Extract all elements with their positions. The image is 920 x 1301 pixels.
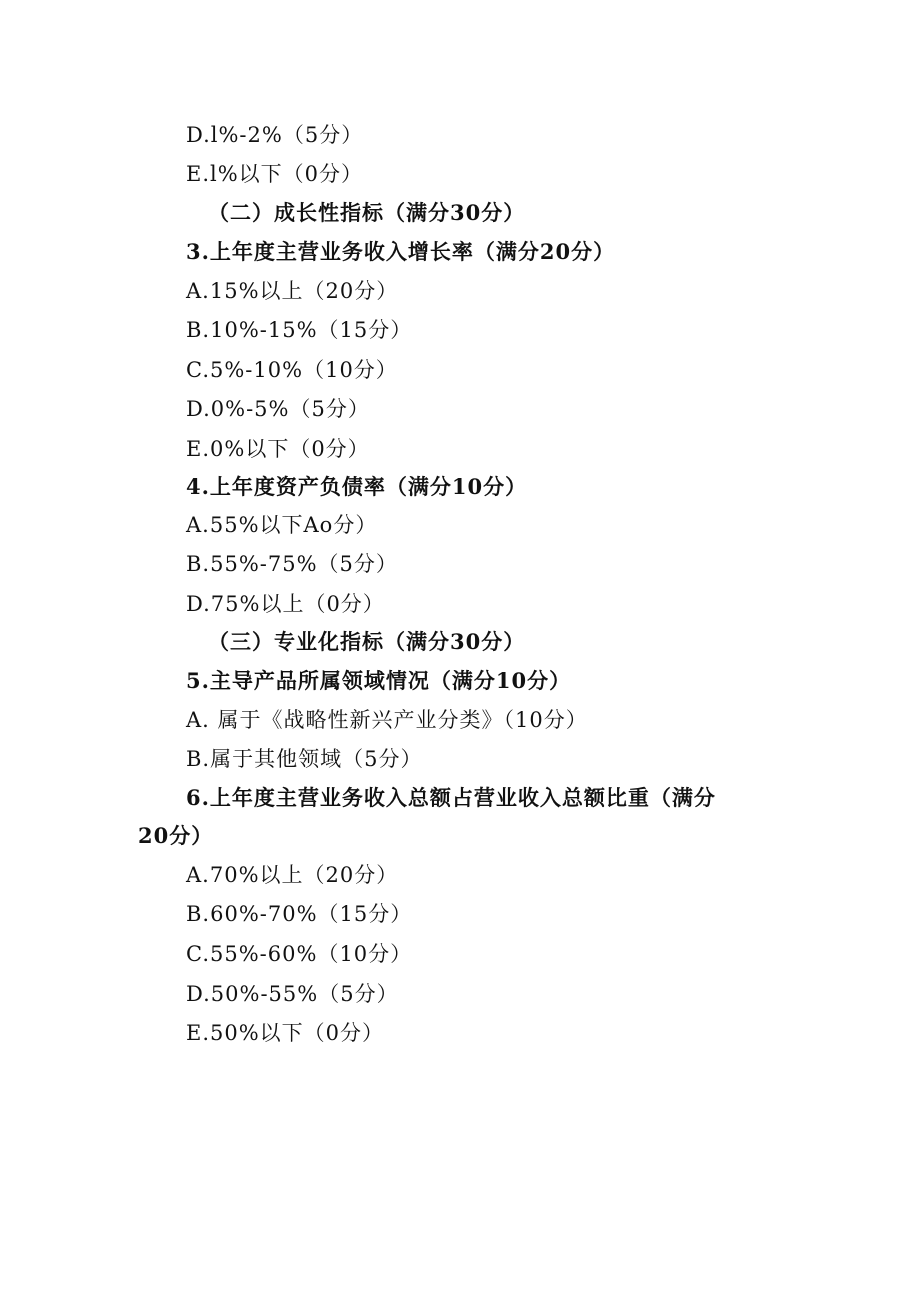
option-4-d: D.75%以上（0分） xyxy=(186,592,385,616)
item-heading-5: 5.主导产品所属领域情况（满分10分） xyxy=(186,668,572,693)
option-3-e: E.0%以下（0分） xyxy=(186,437,370,461)
option-d-l-2: D.l%-2%（5分） xyxy=(186,123,364,147)
item-heading-3: 3.上年度主营业务收入增长率（满分20分） xyxy=(186,239,616,264)
option-4-a: A.55%以下Ao分） xyxy=(186,513,378,537)
option-4-b: B.55%-75%（5分） xyxy=(186,552,398,576)
option-6-b: B.60%-70%（15分） xyxy=(186,902,413,926)
option-6-e: E.50%以下（0分） xyxy=(186,1021,385,1045)
item-heading-6: 6.上年度主营业务收入总额占营业收入总额比重（满分 xyxy=(186,785,716,810)
option-5-a: A. 属于《战略性新兴产业分类》（10分） xyxy=(186,708,588,732)
option-5-b: B.属于其他领域（5分） xyxy=(186,747,423,771)
option-6-c: C.55%-60%（10分） xyxy=(186,942,413,966)
option-6-a: A.70%以上（20分） xyxy=(186,863,399,887)
item-heading-4: 4.上年度资产负债率（满分10分） xyxy=(186,474,528,499)
option-3-c: C.5%-10%（10分） xyxy=(186,358,398,382)
item-heading-6-cont: 20分） xyxy=(138,823,214,848)
option-e-l-below: E.l%以下（0分） xyxy=(186,162,364,186)
option-3-d: D.0%-5%（5分） xyxy=(186,397,370,421)
option-6-d: D.50%-55%（5分） xyxy=(186,982,399,1006)
option-3-a: A.15%以上（20分） xyxy=(186,279,399,303)
option-3-b: B.10%-15%（15分） xyxy=(186,318,413,342)
section-heading-special: （三）专业化指标（满分30分） xyxy=(208,629,526,654)
section-heading-growth: （二）成长性指标（满分30分） xyxy=(208,200,526,225)
